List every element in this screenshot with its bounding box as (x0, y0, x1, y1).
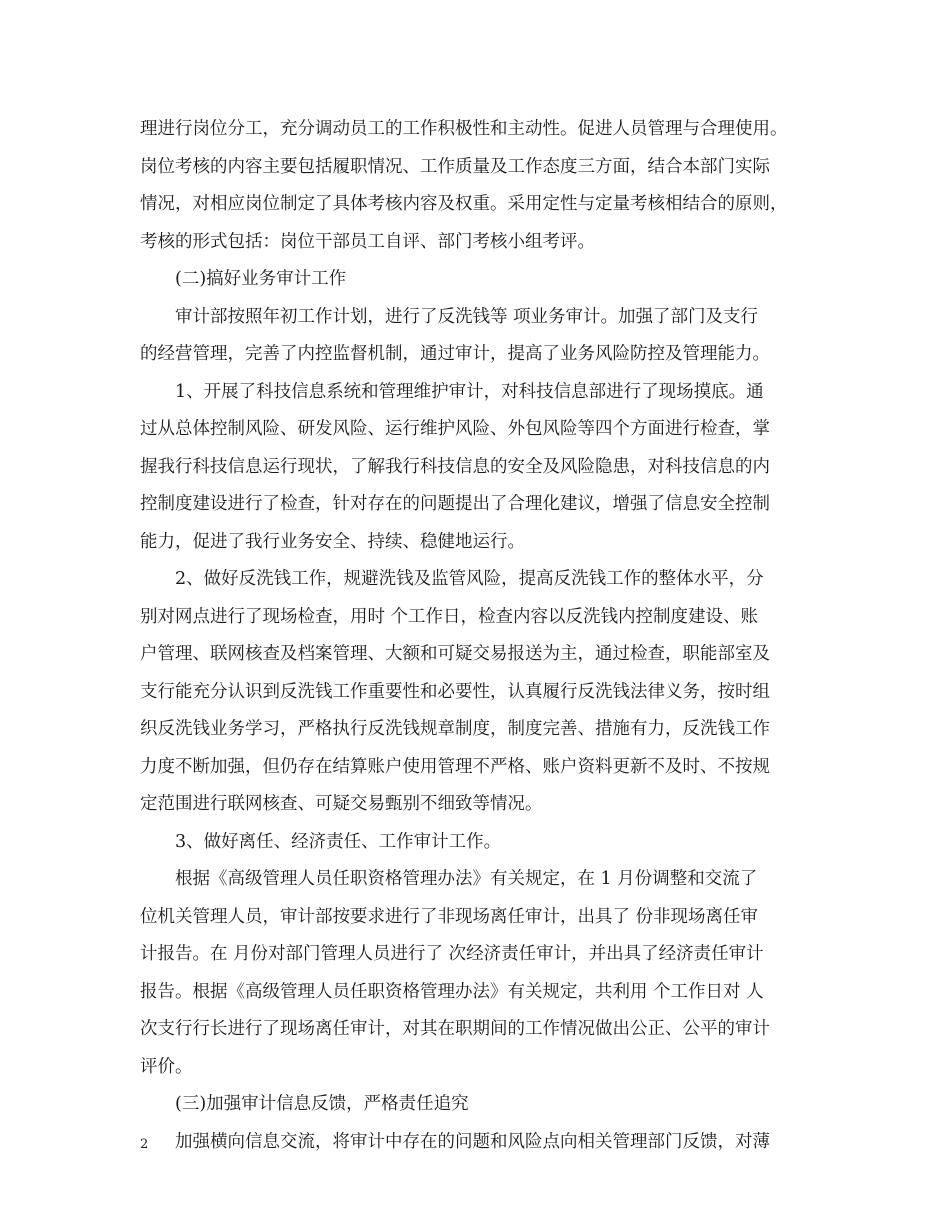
text-line: 能力，促进了我行业务安全、持续、稳健地运行。 (140, 531, 525, 552)
text-line: 握我行科技信息运行现状，了解我行科技信息的安全及风险隐患，对科技信息的内 (140, 456, 770, 477)
text-line: 位机关管理人员，审计部按要求进行了非现场离任审计，出具了 份非现场离任审 (140, 906, 759, 927)
text-line: 的经营管理，完善了内控监督机制，通过审计，提高了业务风险防控及管理能力。 (140, 344, 770, 364)
text-line: 支行能充分认识到反洗钱工作重要性和必要性，认真履行反洗钱法律义务，按时组 (140, 681, 770, 702)
text-line: 力度不断加强，但仍存在结算账户使用管理不严格、账户资料更新不及时、不按规 (140, 756, 770, 777)
text-line: 1、开展了科技信息系统和管理维护审计，对科技信息部进行了现场摸底。通 (175, 381, 764, 402)
text-line: 控制度建设进行了检查，针对存在的问题提出了合理化建议，增强了信息安全控制 (140, 494, 770, 514)
text-line: 根据《高级管理人员任职资格管理办法》有关规定，在 1 月份调整和交流了 (175, 869, 758, 889)
text-line: 定范围进行联网核查、可疑交易甄别不细致等情况。 (140, 794, 543, 814)
text-line: 情况，对相应岗位制定了具体考核内容及权重。采用定性与定量考核相结合的原则， (140, 194, 788, 214)
text-line: 考核的形式包括：岗位干部员工自评、部门考核小组考评。 (140, 231, 595, 252)
text-line: 岗位考核的内容主要包括履职情况、工作质量及工作态度三方面，结合本部门实际 (140, 156, 770, 177)
text-line: 计报告。在 月份对部门管理人员进行了 次经济责任审计，并出具了经济责任审计 (140, 944, 764, 964)
text-line: 户管理、联网核查及档案管理、大额和可疑交易报送为主，通过检查，职能部室及 (140, 644, 770, 664)
text-line: 加强横向信息交流，将审计中存在的问题和风险点向相关管理部门反馈，对薄 (175, 1131, 770, 1152)
text-line: 2、做好反洗钱工作，规避洗钱及监管风险，提高反洗钱工作的整体水平，分 (175, 569, 764, 589)
text-line: 次支行行长进行了现场离任审计，对其在职期间的工作情况做出公正、公平的审计 (140, 1019, 770, 1039)
text-line: 3、做好离任、经济责任、工作审计工作。 (175, 831, 502, 852)
text-line: 报告。根据《高级管理人员任职资格管理办法》有关规定，共利用 个工作日对 人 (140, 981, 764, 1002)
section-heading: (三)加强审计信息反馈，严格责任追究 (175, 1094, 469, 1114)
text-line: 评价。 (140, 1056, 193, 1077)
text-line: 理进行岗位分工，充分调动员工的工作积极性和主动性。促进人员管理与合理使用。 (140, 119, 788, 139)
page-number: 2 (140, 1137, 149, 1152)
text-line: 过从总体控制风险、研发风险、运行维护风险、外包风险等四个方面进行检查，掌 (140, 419, 770, 439)
text-line: 织反洗钱业务学习，严格执行反洗钱规章制度，制度完善、措施有力，反洗钱工作 (140, 719, 770, 739)
text-line: 别对网点进行了现场检查，用时 个工作日，检查内容以反洗钱内控制度建设、账 (140, 606, 759, 627)
text-line: 审计部按照年初工作计划，进行了反洗钱等 项业务审计。加强了部门及支行 (175, 306, 759, 327)
section-heading: (二)搞好业务审计工作 (175, 269, 347, 289)
body-text (140, 111, 820, 1161)
